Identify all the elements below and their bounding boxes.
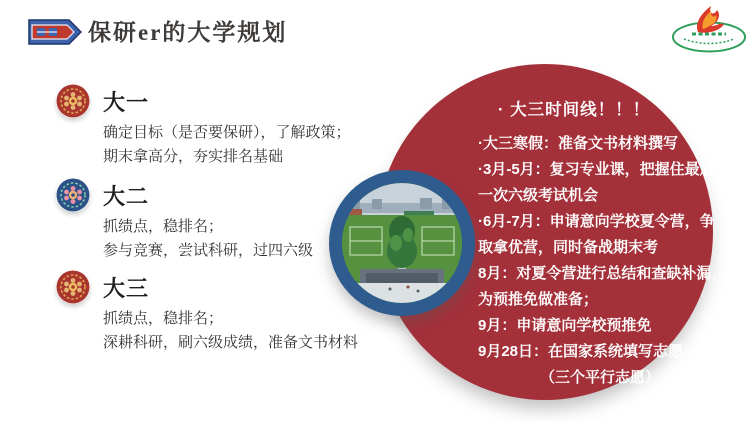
- year-block-junior: [56, 270, 386, 354]
- red-seal-icon: [56, 84, 90, 118]
- bookmark-tag-icon: [28, 17, 82, 47]
- timeline-line: 9月28日：在国家系统填写志愿: [478, 343, 684, 360]
- year-line: 深耕科研，刷六级成绩，准备文书材料: [103, 333, 359, 351]
- timeline-line: ·6月-7月：申请意向学校夏令营，争: [478, 213, 715, 230]
- year-label: 大三: [103, 275, 150, 301]
- timeline-heading: · 大三时间线！！！: [498, 101, 651, 119]
- blue-seal-icon: [56, 178, 90, 212]
- year-line: 确定目标（是否要保研），了解政策；: [103, 124, 351, 141]
- year-block-freshman: [56, 84, 386, 168]
- year-line: 期末拿高分，夯实排名基础: [103, 147, 284, 165]
- aerial-campus-photo: [342, 183, 462, 303]
- photo-ring: [329, 170, 475, 316]
- red-seal-icon: [56, 270, 90, 304]
- timeline-line: 一次六级考试机会: [478, 187, 599, 204]
- timeline-line: 为预推免做准备；: [478, 291, 599, 308]
- timeline-line: ·大三寒假：准备文书材料撰写: [478, 135, 678, 152]
- year-label: 大二: [103, 183, 150, 209]
- year-line: 抓绩点，稳排名；: [103, 310, 224, 327]
- year-line: 抓绩点，稳排名；: [103, 218, 224, 235]
- junior-timeline: [478, 97, 727, 391]
- page-title: 保研er的大学规划: [88, 20, 288, 45]
- timeline-line: ·3月-5月：复习专业课，把握住最后: [478, 161, 715, 178]
- timeline-line: 9月：申请意向学校预推免: [478, 317, 652, 334]
- university-logo-icon: [670, 2, 748, 54]
- year-label: 大一: [103, 89, 150, 115]
- timeline-line: 8月：对夏令营进行总结和查缺补漏，: [478, 265, 727, 282]
- timeline-line: 取拿优营，同时备战期末考: [478, 239, 659, 256]
- timeline-line: （三个平行志愿）: [540, 369, 661, 386]
- year-line: 参与竞赛，尝试科研，过四六级: [103, 241, 314, 259]
